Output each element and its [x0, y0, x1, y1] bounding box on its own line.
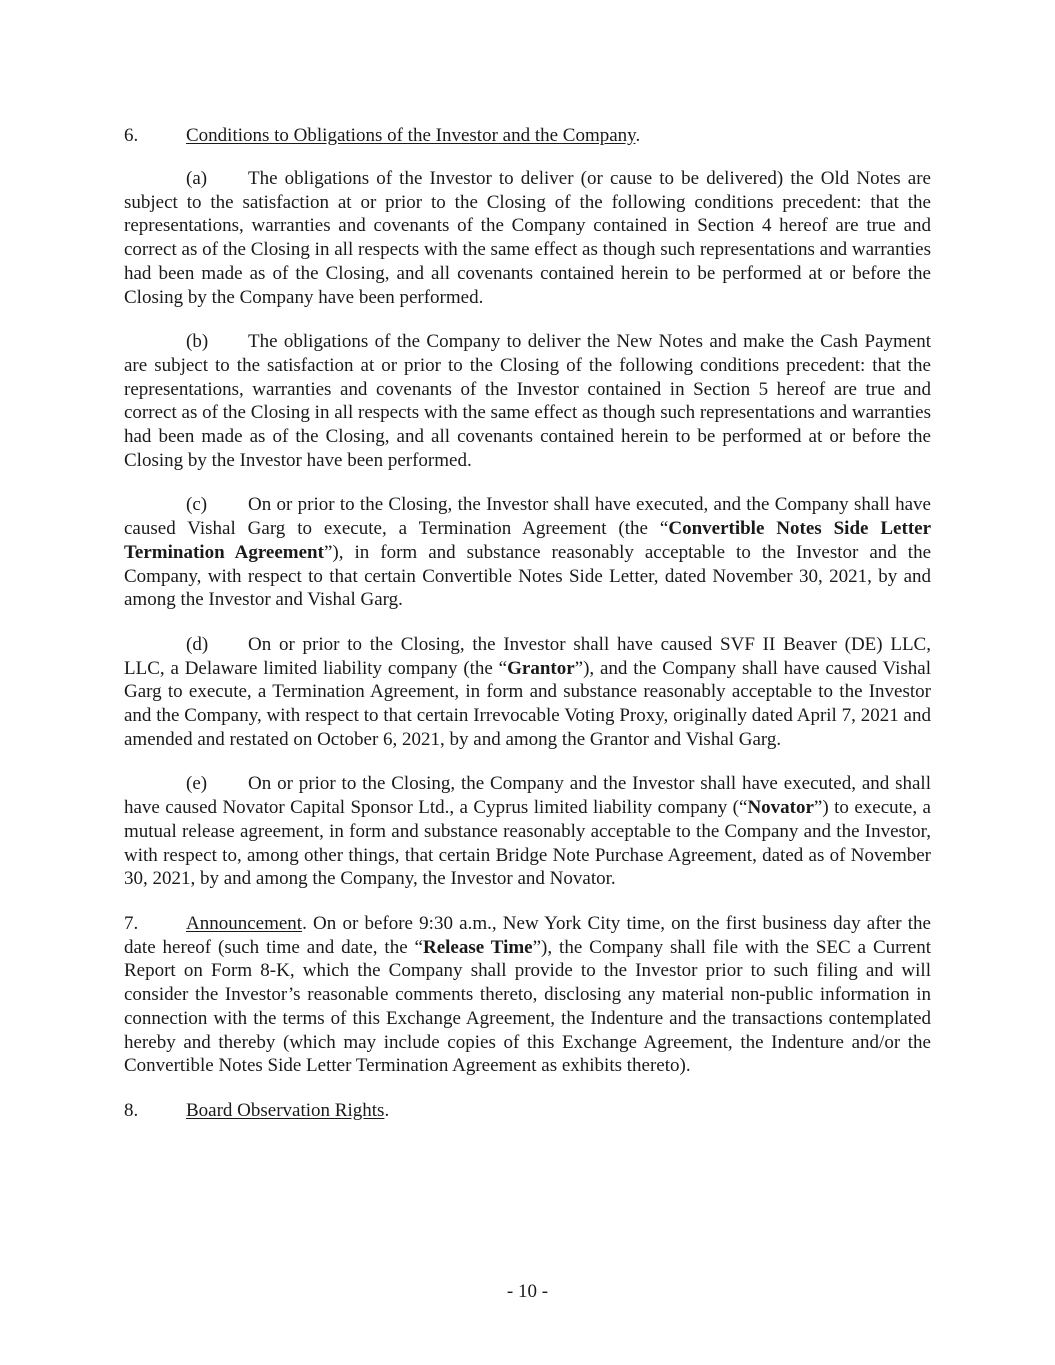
defined-term: Convertible Notes Side Letter Termination Agreement	[124, 518, 932, 563]
clause-text: The obligations of the Investor to deliver (or cause to be delivered) the Old Notes are subject to the satisfaction at or prior to the Closing of the following conditions precedent: that the representations, warranties and covenants of the Company contained in Section 4 hereof are true and correct as of the Closing in all respects with the same effect as though such representations and warranties had been made as of the Closing, and all covenants contained herein to be performed at or before the Closing by the Company have been performed.	[124, 168, 931, 308]
section-number: 8.	[124, 1099, 139, 1121]
clause-label: (d)	[186, 633, 209, 655]
clause-6a	[124, 167, 931, 309]
clause-label: (c)	[186, 494, 208, 516]
section-title: Announcement	[186, 912, 303, 934]
clause-text: ”), and the Company shall have caused Vishal Garg to execute, a Termination Agreement, in form and substance reasonably acceptable to the Investor and the Company, with respect to that certain Irrevocable Voting Proxy, originally dated April 7, 2021 and amended and restated on October 6, 2021, by and among the Grantor and Vishal Garg.	[124, 657, 931, 750]
clause-text: On or prior to the Closing, the Investor shall have executed, and the Company shall have caused Vishal Garg to execute, a Termination Agreement (the “	[124, 494, 931, 540]
section-6-heading: 6. Conditions to Obligations of the Investor and the Company.	[124, 125, 641, 146]
clause-text: On or prior to the Closing, the Company and the Investor shall have executed, and shall have caused Novator Capital Sponsor Ltd., a Cyprus limited liability company (“	[124, 773, 931, 819]
section-title: Board Observation Rights	[186, 1099, 385, 1121]
clause-text: ”), in form and substance reasonably acceptable to the Investor and the Company, with respect to that certain Convertible Notes Side Letter, dated November 30, 2021, by and among the Investor and Vishal Garg.	[124, 541, 931, 611]
defined-term: Novator	[747, 797, 814, 819]
clause-6d	[124, 633, 931, 752]
defined-term: Release Time	[422, 936, 533, 958]
page-number: - 10 -	[506, 1281, 549, 1302]
clause-label: (b)	[186, 331, 209, 353]
clause-6c	[124, 493, 931, 612]
section-8-heading: 8. Board Observation Rights.	[124, 1099, 390, 1121]
clause-text: On or prior to the Closing, the Investor shall have caused SVF II Beaver (DE) LLC, LLC, a Delaware limited liability company (the “	[124, 633, 931, 679]
clause-text: ”), the Company shall file with the SEC a Current Report on Form 8-K, which the Company shall provide to the Investor prior to such filing and will consider the Investor’s reasonable comments thereto, disclosing any material non-public information in connection with the terms of this Exchange Agreement, the Indenture and the transactions contemplated hereby and thereby (which may include copies of this Exchange Agreement, the Indenture and/or the Convertible Notes Side Letter Termination Agreement as exhibits thereto).	[124, 936, 931, 1077]
section-number: 6.	[124, 125, 139, 146]
clause-6e	[124, 772, 931, 891]
section-7	[124, 912, 931, 1078]
section-title: Conditions to Obligations of the Investor and the Company	[186, 125, 636, 146]
document-page	[124, 124, 931, 1142]
clause-label: (a)	[186, 168, 208, 189]
section-number: 7.	[124, 912, 139, 934]
clause-6b	[124, 330, 931, 472]
clause-text: ”) to execute, a mutual release agreement, in form and substance reasonably acceptable to the Company and the Investor, with respect to, among other things, that certain Bridge Note Purchase Agreement, dated as of November 30, 2021, by and among the Company, the Investor and Novator.	[124, 797, 931, 890]
clause-text: . On or before 9:30 a.m., New York City time, on the first business day after the date hereof (such time and date, the “	[124, 912, 931, 958]
clause-text: The obligations of the Company to deliver the New Notes and make the Cash Payment are subject to the satisfaction at or prior to the Closing of the following conditions precedent: that the representations, warranties and covenants of the Investor contained in Section 5 hereof are true and correct as of the Closing in all respects with the same effect as though such representations and warranties had been made as of the Closing, and all covenants contained herein to be performed at or before the Closing by the Investor have been performed.	[124, 331, 931, 471]
defined-term: Grantor	[507, 657, 575, 679]
clause-label: (e)	[186, 773, 208, 795]
